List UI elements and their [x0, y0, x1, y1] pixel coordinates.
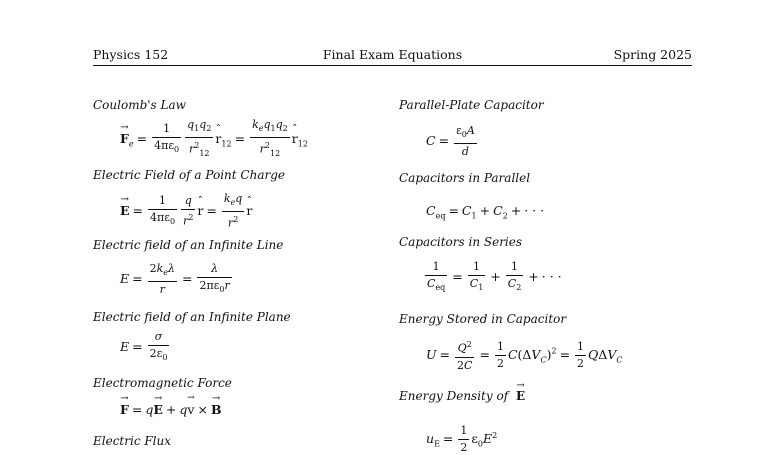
section-title-energy-density — [399, 389, 525, 403]
equation-capacitors-series: $\frac{1}{C_{eq}}$ = $\frac{1}{C_1}$ + $\frac{1}{C_2}$ + · · · — [427, 260, 562, 293]
section-title-parallel-plate: Parallel-Plate Capacitor — [399, 98, 544, 112]
course-name: Physics 152 — [93, 47, 169, 62]
equation-parallel-plate: C = $\frac{\varepsilon_0A}{d}$ — [426, 124, 475, 159]
section-title-coulombs-law: Coulomb's Law — [93, 98, 186, 112]
section-title-capacitors-parallel: Capacitors in Parallel — [399, 171, 531, 185]
document-title: Final Exam Equations — [322, 47, 463, 62]
equation-infinite-plane: E = $\frac{\sigma}{2\varepsilon_0}$ — [120, 330, 168, 363]
section-title-infinite-plane: Electric field of an Infinite Plane — [93, 310, 291, 324]
equation-point-charge-field: → E = $\frac{1}{4\pi\varepsilon_0}$ $\frac{q}{r^2}$ ˆ r = $\frac{k_eq}{r^2}$ ˆ r — [120, 192, 252, 231]
section-title-electromagnetic-force: Electromagnetic Force — [93, 376, 232, 390]
equation-electromagnetic-force: → F = q→ E + q→ v ×→ B — [120, 402, 222, 417]
section-title-capacitors-series: Capacitors in Series — [399, 235, 523, 249]
section-title-point-charge-field: Electric Field of a Point Charge — [93, 168, 285, 182]
term-label: Spring 2025 — [613, 47, 692, 62]
equation-capacitors-parallel: $C_{eq} = C_1 + C_2$ + · · · — [426, 203, 545, 221]
field-vector-e: → E — [516, 389, 525, 403]
page-header — [93, 47, 692, 66]
equation-coulombs-law: → $F_e$ = $\frac{1}{4\pi\varepsilon_0}$ $\frac{q_1q_2}{r^2_{12}}$ ˆ $r_{12}$ = $\frac{k_eq_1q_2}{r^2_{12}}$ ˆ $r_{12}$ — [120, 118, 308, 161]
section-title-capacitor-energy: Energy Stored in Capacitor — [399, 312, 567, 326]
equation-capacitor-energy: U = $\frac{Q^2}{2C}$ = $\frac{1}{2}$ $C(\Delta V_C)^2$ = $\frac{1}{2}$ $Q\Delta V_C$ — [426, 339, 623, 372]
section-title-electric-flux: Electric Flux — [93, 434, 172, 448]
section-title-infinite-line: Electric field of an Infinite Line — [93, 238, 284, 252]
equation-energy-density: $u_E$ = $\frac{1}{2}$ $\varepsilon_0E^2$ — [426, 424, 498, 454]
energy-density-label: Energy Density of — [399, 389, 509, 403]
equation-infinite-line: E = $\frac{2k_e\lambda}{r}$ = $\frac{\lambda}{2\pi\varepsilon_0r}$ — [120, 262, 230, 297]
